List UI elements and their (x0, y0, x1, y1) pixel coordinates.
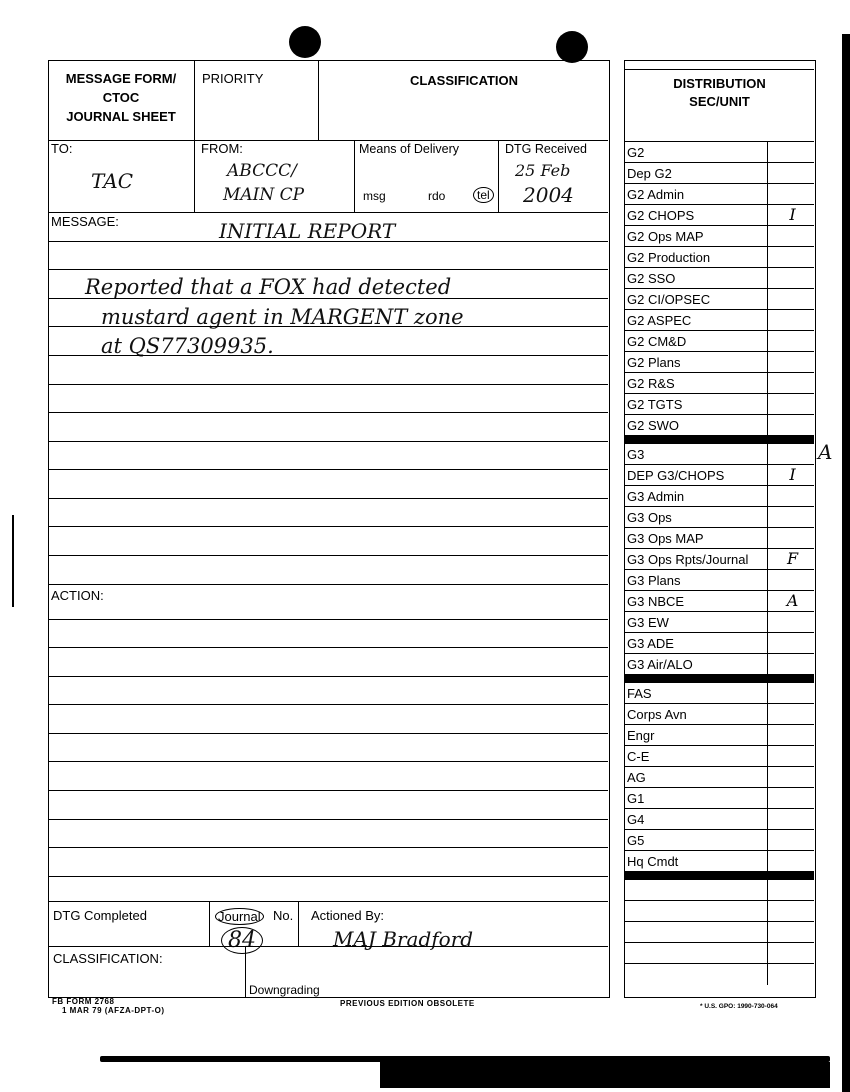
distribution-row-mark (771, 725, 814, 745)
message-title: INITIAL REPORT (219, 219, 396, 243)
distribution-row-label: DEP G3/CHOPS (627, 468, 725, 483)
distribution-row-mark (771, 373, 814, 393)
distribution-header (625, 75, 814, 111)
section-divider-bar (625, 871, 814, 879)
distribution-row (625, 141, 814, 162)
means-tel: tel (473, 187, 494, 203)
message-form (48, 60, 610, 998)
distribution-row (625, 246, 814, 267)
footer-previous-edition: PREVIOUS EDITION OBSOLETE (340, 999, 475, 1008)
scan-bottom-band (380, 1062, 830, 1088)
distribution-row-mark (771, 226, 814, 246)
distribution-row-label: Dep G2 (627, 166, 672, 181)
distribution-row-mark: I (789, 465, 796, 484)
distribution-row-label: G3 ADE (627, 636, 674, 651)
distribution-row (625, 288, 814, 309)
distribution-row-label: G4 (627, 812, 645, 827)
distribution-row (625, 225, 814, 246)
distribution-row-label: Hq Cmdt (627, 854, 679, 869)
distribution-row (625, 506, 814, 527)
distribution-row-mark (771, 163, 814, 183)
distribution-row (625, 569, 814, 590)
dtg-completed-label: DTG Completed (53, 908, 147, 923)
distribution-row (625, 309, 814, 330)
distribution-row (625, 485, 814, 506)
distribution-row-mark (771, 767, 814, 787)
distribution-row-mark (771, 746, 814, 766)
classification-bottom-label: CLASSIFICATION: (53, 951, 163, 966)
distribution-row-label: Corps Avn (627, 707, 687, 722)
scan-margin-line (842, 34, 850, 1092)
distribution-row-label: G2 Plans (627, 355, 681, 370)
distribution-row-mark (771, 830, 814, 850)
distribution-row-label: G2 Admin (627, 187, 685, 202)
distribution-row-mark (771, 570, 814, 590)
footer-form-number: FB FORM 2768 (52, 997, 115, 1006)
distribution-row-label: G3 Ops Rpts/Journal (627, 552, 749, 567)
distribution-row-label: G3 Air/ALO (627, 657, 693, 672)
distribution-row-label: G5 (627, 833, 645, 848)
journal-no-value: 84 (221, 927, 263, 954)
distribution-row (625, 351, 814, 372)
journal-no-label-a: Journal (215, 908, 264, 925)
footer-form-date: 1 MAR 79 (AFZA-DPT-O) (62, 1006, 165, 1015)
distribution-row (625, 183, 814, 204)
distribution-row-mark (771, 142, 814, 162)
distribution-row-label: G2 SWO (627, 418, 680, 433)
scan-left-mark (12, 515, 14, 607)
dtg-received-value-line1: 25 Feb (515, 161, 571, 180)
message-line2: mustard agent in MARGENT zone (101, 305, 464, 329)
from-value-line1: ABCCC/ (227, 161, 297, 181)
distribution-header-line2: SEC/UNIT (689, 94, 750, 109)
distribution-row (625, 548, 814, 569)
distribution-row-mark (771, 788, 814, 808)
distribution-row-label: C-E (627, 749, 650, 764)
distribution-blank-row (625, 963, 814, 984)
form-title-line2: CTOC (102, 90, 140, 105)
distribution-row (625, 787, 814, 808)
distribution-row-mark (771, 310, 814, 330)
distribution-row (625, 766, 814, 787)
distribution-row-mark (771, 683, 814, 703)
section-divider-bar (625, 435, 814, 443)
distribution-row-label: AG (627, 770, 646, 785)
distribution-row (625, 724, 814, 745)
distribution-row-mark: I (789, 205, 796, 224)
priority-label: PRIORITY (202, 71, 264, 86)
distribution-row (625, 267, 814, 288)
distribution-row-mark (771, 633, 814, 653)
distribution-row-mark (771, 268, 814, 288)
distribution-row-label: G2 SSO (627, 271, 676, 286)
distribution-row (625, 527, 814, 548)
distribution-row (625, 829, 814, 850)
footer-gpo: * U.S. GPO: 1990-730-064 (700, 1003, 778, 1010)
distribution-row-mark (771, 331, 814, 351)
distribution-row (625, 330, 814, 351)
downgrading-label: Downgrading (249, 983, 320, 997)
means-of-delivery-label: Means of Delivery (359, 142, 460, 156)
action-label: ACTION: (51, 588, 104, 603)
distribution-row-mark (771, 486, 814, 506)
distribution-row-label: G2 CM&D (627, 334, 687, 349)
distribution-row (625, 745, 814, 766)
from-value-line2: MAIN CP (223, 185, 305, 205)
distribution-row-label: G2 R&S (627, 376, 675, 391)
distribution-row (625, 808, 814, 829)
form-title-line1: MESSAGE FORM/ (65, 71, 177, 86)
journal-no-label-b: No. (273, 908, 294, 923)
section-divider-bar (625, 674, 814, 682)
means-rdo: rdo (428, 189, 446, 203)
distribution-row-mark (771, 444, 814, 464)
distribution-row-mark (771, 654, 814, 674)
distribution-row-label: Engr (627, 728, 655, 743)
to-label: TO: (51, 141, 73, 156)
distribution-row-label: G3 Ops MAP (627, 531, 704, 546)
distribution-row (625, 611, 814, 632)
distribution-row (625, 443, 814, 464)
distribution-row-mark: F (786, 549, 799, 568)
distribution-row-label: G2 CI/OPSEC (627, 292, 711, 307)
to-value: TAC (91, 169, 133, 193)
distribution-row-mark (771, 247, 814, 267)
distribution-side-mark: A (818, 440, 833, 464)
distribution-row-mark (771, 289, 814, 309)
distribution-row-mark (771, 612, 814, 632)
distribution-row (625, 464, 814, 485)
distribution-row-label: G2 TGTS (627, 397, 683, 412)
distribution-row (625, 682, 814, 703)
distribution-row-label: G3 (627, 447, 645, 462)
distribution-row-label: G2 (627, 145, 645, 160)
distribution-row (625, 850, 814, 871)
distribution-row-label: G2 ASPEC (627, 313, 692, 328)
distribution-blank-row (625, 900, 814, 921)
distribution-row-label: G2 CHOPS (627, 208, 695, 223)
distribution-row (625, 590, 814, 611)
distribution-row (625, 414, 814, 435)
distribution-row (625, 162, 814, 183)
distribution-row-label: G3 Plans (627, 573, 681, 588)
distribution-row-mark (771, 528, 814, 548)
message-line3: at QS77309935. (101, 334, 274, 358)
distribution-row-mark (771, 851, 814, 871)
distribution-row-label: G2 Ops MAP (627, 229, 704, 244)
distribution-row-label: G3 EW (627, 615, 669, 630)
message-line1: Reported that a FOX had detected (85, 275, 452, 299)
distribution-row (625, 393, 814, 414)
form-title (51, 69, 191, 126)
from-label: FROM: (201, 141, 243, 156)
means-msg: msg (363, 189, 386, 203)
distribution-row-label: G3 NBCE (627, 594, 685, 609)
dtg-received-value-line2: 2004 (523, 183, 574, 207)
distribution-blank-row (625, 879, 814, 900)
distribution-row-label: G3 Admin (627, 489, 685, 504)
distribution-row (625, 372, 814, 393)
distribution-row-label: G2 Production (627, 250, 711, 265)
distribution-header-line1: DISTRIBUTION (673, 76, 766, 91)
distribution-row-label: G1 (627, 791, 645, 806)
punch-hole-left (289, 26, 321, 58)
distribution-row-mark (771, 507, 814, 527)
distribution-blank-row (625, 921, 814, 942)
distribution-row-mark: A (786, 591, 799, 610)
distribution-blank-row (625, 942, 814, 963)
dtg-received-label: DTG Received (505, 142, 587, 156)
distribution-row-mark (771, 415, 814, 435)
distribution-list (624, 60, 816, 998)
classification-label: CLASSIFICATION (409, 73, 519, 88)
distribution-row-mark (771, 809, 814, 829)
distribution-row-label: FAS (627, 686, 652, 701)
form-title-line3: JOURNAL SHEET (66, 109, 176, 124)
actioned-by-label: Actioned By: (311, 908, 384, 923)
punch-hole-right (556, 31, 588, 63)
distribution-row (625, 703, 814, 724)
distribution-row (625, 653, 814, 674)
distribution-row-mark (771, 394, 814, 414)
distribution-row-label: G3 Ops (627, 510, 672, 525)
distribution-row-mark (771, 352, 814, 372)
message-label: MESSAGE: (51, 214, 119, 229)
actioned-by-value: MAJ Bradford (333, 927, 474, 951)
distribution-row-mark (771, 184, 814, 204)
distribution-row-mark (771, 704, 814, 724)
distribution-row (625, 204, 814, 225)
distribution-row (625, 632, 814, 653)
